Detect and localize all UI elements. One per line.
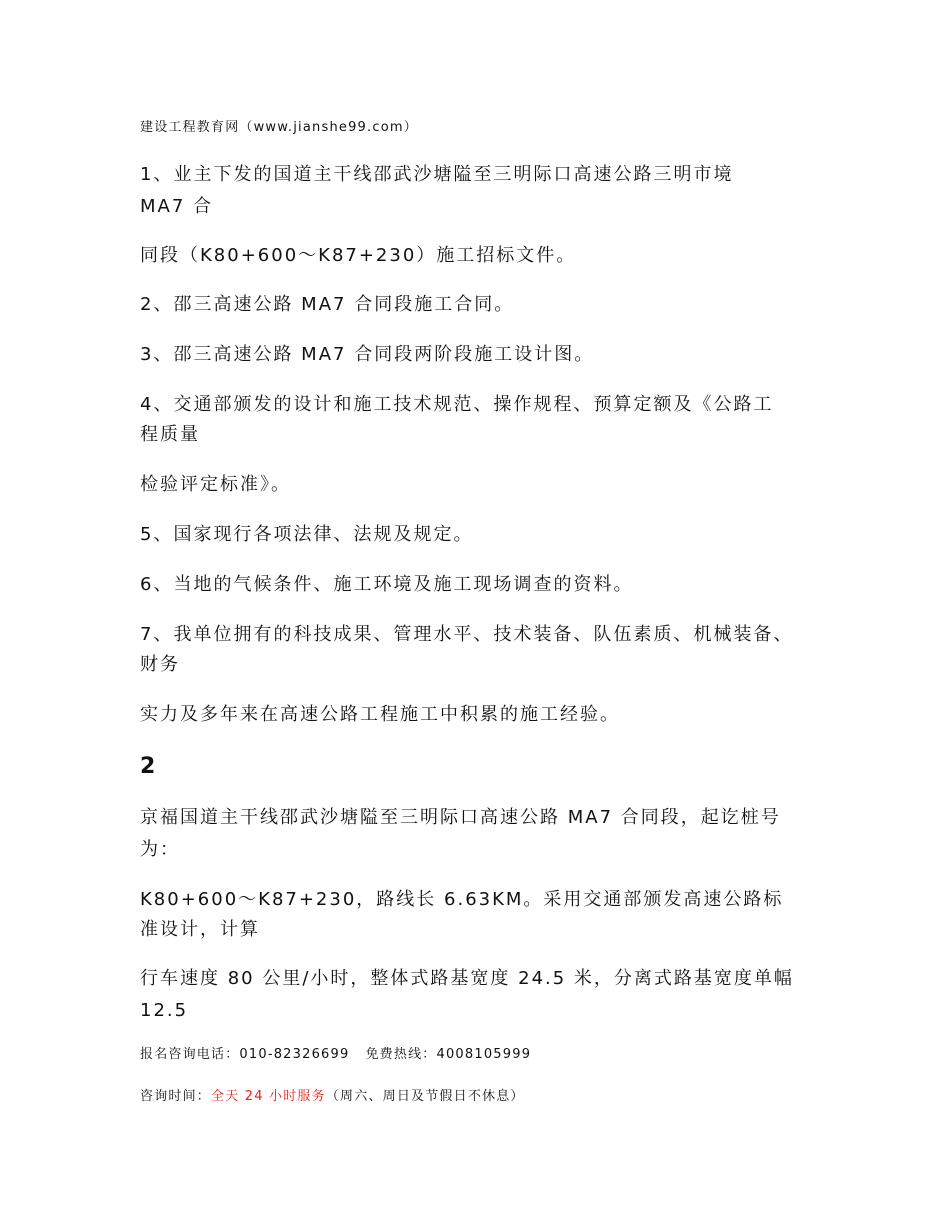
footer-phone: 报名咨询电话：010-82326699 [140, 1047, 350, 1062]
paragraph-1-line-2: MA7 合 [140, 196, 214, 217]
site-header: 建设工程教育网（www.jianshe99.com） [140, 120, 418, 135]
section-number: 2 [140, 754, 156, 779]
paragraph-6: 6、当地的气候条件、施工环境及施工现场调查的资料。 [140, 574, 634, 595]
paragraph-1-line-1: 1、业主下发的国道主干线邵武沙塘隘至三明际口高速公路三明市境 [140, 164, 734, 185]
section-2-line-5: 行车速度 80 公里/小时，整体式路基宽度 24.5 米，分离式路基宽度单幅 [140, 968, 794, 989]
section-2-line-3: K80+600～K87+230，路线长 6.63KM。采用交通部颁发高速公路标 [140, 889, 784, 910]
paragraph-5: 5、国家现行各项法律、法规及规定。 [140, 524, 474, 545]
section-2-line-6: 12.5 [140, 1000, 189, 1021]
paragraph-4-line-2: 程质量 [140, 424, 200, 445]
paragraph-7-line-3: 实力及多年来在高速公路工程施工中积累的施工经验。 [140, 704, 620, 725]
paragraph-2: 2、邵三高速公路 MA7 合同段施工合同。 [140, 294, 515, 315]
paragraph-4-line-3: 检验评定标准》。 [140, 474, 291, 495]
footer-time-highlight: 全天 24 小时服务 [211, 1089, 326, 1104]
paragraph-3: 3、邵三高速公路 MA7 合同段两阶段施工设计图。 [140, 344, 595, 365]
footer-time-note: （周六、周日及节假日不休息） [325, 1089, 525, 1104]
paragraph-1-line-3: 同段（K80+600～K87+230）施工招标文件。 [140, 245, 577, 266]
paragraph-7-line-2: 财务 [140, 654, 180, 675]
footer-time-label: 咨询时间： [140, 1089, 212, 1104]
section-2-line-4: 准设计，计算 [140, 919, 260, 940]
section-2-line-1: 京福国道主干线邵武沙塘隘至三明际口高速公路 MA7 合同段，起讫桩号 [140, 807, 781, 828]
section-2-line-2: 为： [140, 839, 180, 860]
paragraph-4-line-1: 4、交通部颁发的设计和施工技术规范、操作规程、预算定额及《公路工 [140, 394, 774, 415]
paragraph-7-line-1: 7、我单位拥有的科技成果、管理水平、技术装备、队伍素质、机械装备、 [140, 624, 794, 645]
footer-contact [140, 1045, 830, 1065]
footer-hotline: 免费热线：4008105999 [365, 1047, 532, 1062]
footer-hours [140, 1087, 830, 1107]
